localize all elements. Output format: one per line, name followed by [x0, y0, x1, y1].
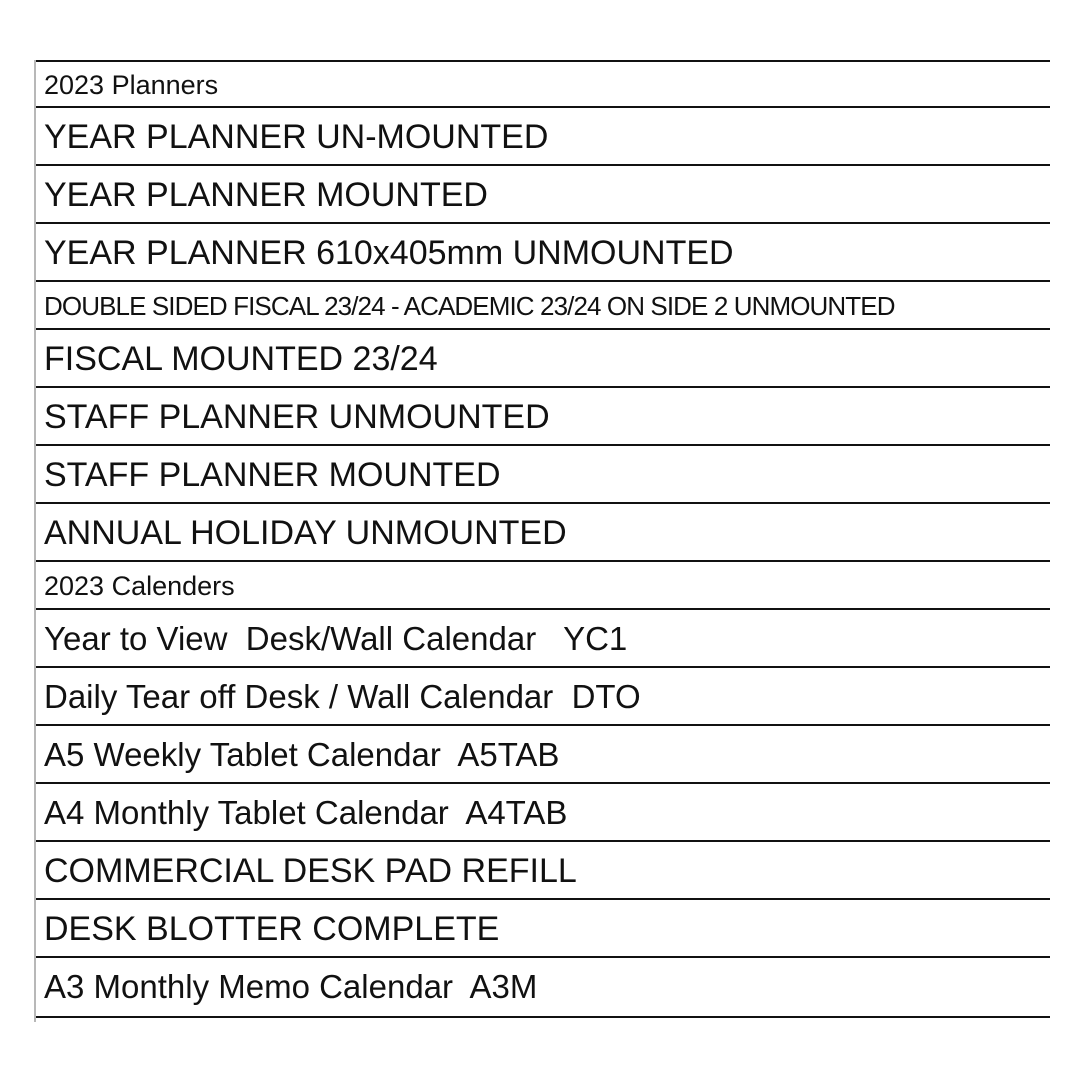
table-row [36, 222, 1050, 282]
row-text: A3 Monthly Memo Calendar A3M [44, 968, 538, 1005]
table-row [36, 956, 1050, 1018]
row-text: YEAR PLANNER 610x405mm UNMOUNTED [44, 233, 734, 272]
product-list-table [34, 60, 1050, 1022]
row-text: STAFF PLANNER UNMOUNTED [44, 397, 550, 436]
row-text: FISCAL MOUNTED 23/24 [44, 339, 438, 378]
row-text: ANNUAL HOLIDAY UNMOUNTED [44, 513, 567, 552]
row-text: STAFF PLANNER MOUNTED [44, 455, 501, 494]
table-row [36, 444, 1050, 504]
row-text: Year to View Desk/Wall Calendar YC1 [44, 620, 628, 657]
row-text: YEAR PLANNER UN-MOUNTED [44, 117, 549, 156]
table-row [36, 106, 1050, 166]
table-row [36, 724, 1050, 784]
row-text: DESK BLOTTER COMPLETE [44, 909, 500, 948]
table-row [36, 280, 1050, 330]
table-row [36, 502, 1050, 562]
row-text: YEAR PLANNER MOUNTED [44, 175, 488, 214]
table-row [36, 666, 1050, 726]
section-header-planners [36, 60, 1050, 108]
table-row [36, 164, 1050, 224]
row-text: COMMERCIAL DESK PAD REFILL [44, 851, 577, 890]
row-text: DOUBLE SIDED FISCAL 23/24 - ACADEMIC 23/24 ON SIDE 2 UNMOUNTED [44, 290, 895, 321]
table-row [36, 608, 1050, 668]
row-text: 2023 Planners [44, 69, 219, 100]
table-row [36, 386, 1050, 446]
row-text: Daily Tear off Desk / Wall Calendar DTO [44, 678, 641, 715]
row-text: A4 Monthly Tablet Calendar A4TAB [44, 794, 568, 831]
table-row [36, 898, 1050, 958]
table-row [36, 782, 1050, 842]
row-text: 2023 Calenders [44, 570, 235, 601]
table-row [36, 840, 1050, 900]
section-header-calenders [36, 560, 1050, 610]
row-text: A5 Weekly Tablet Calendar A5TAB [44, 736, 560, 773]
table-row [36, 328, 1050, 388]
